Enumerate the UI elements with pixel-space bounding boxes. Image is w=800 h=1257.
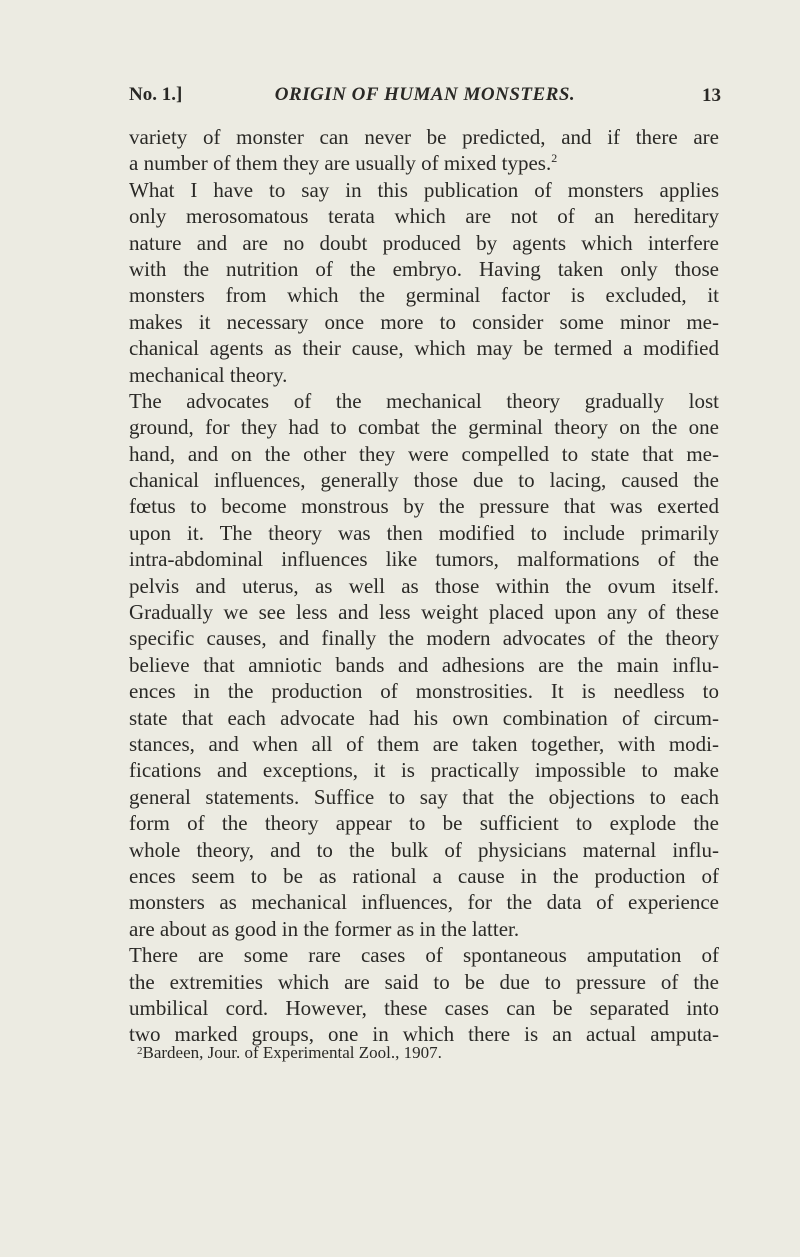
text-line: [129, 599, 719, 625]
text-line: [129, 810, 719, 836]
running-header: [129, 82, 721, 108]
line-text: intra-abdominal influences like tumors, malformations of the: [129, 547, 719, 572]
text-line: [129, 414, 719, 440]
text-line: [129, 969, 719, 995]
text-line: [129, 546, 719, 572]
text-line: [129, 230, 719, 256]
text-line: [129, 678, 719, 704]
text-line: [129, 731, 719, 757]
footnote-mark: 2: [137, 1045, 143, 1057]
line-text: makes it necessary once more to consider some minor me-: [129, 309, 719, 334]
text-line: [129, 995, 719, 1021]
line-text: only merosomatous terata which are not of an hereditary: [129, 204, 719, 229]
line-text: with the nutrition of the embryo. Having taken only those: [129, 256, 719, 281]
text-line: [129, 705, 719, 731]
line-text: chanical agents as their cause, which may be termed a modified: [129, 336, 719, 361]
text-line: [129, 916, 719, 942]
line-text: umbilical cord. However, these cases can be separated into: [129, 995, 719, 1020]
line-text: form of the theory appear to be sufficient to explode the: [129, 811, 719, 836]
footnote: [137, 1040, 442, 1064]
line-text: ences in the production of monstrosities. It is needless to: [129, 679, 719, 704]
text-line: [129, 889, 719, 915]
text-line: [129, 124, 719, 150]
line-text: upon it. The theory was then modified to include primarily: [129, 520, 719, 545]
line-text: variety of monster can never be predicted, and if there are: [129, 125, 719, 149]
text-line: [129, 388, 719, 414]
line-text: stances, and when all of them are taken together, with modi-: [129, 731, 719, 756]
footnote-text: Bardeen, Jour. of Experimental Zool., 1907.: [142, 1043, 442, 1062]
line-text: The advocates of the mechanical theory gradually lost: [129, 388, 719, 413]
line-text: monsters from which the germinal factor is excluded, it: [129, 283, 719, 308]
line-text: general statements. Suffice to say that the objections to each: [129, 784, 719, 809]
line-text: state that each advocate had his own combination of circum-: [129, 705, 719, 730]
issue-number: No. 1.]: [129, 84, 183, 105]
line-text: There are some rare cases of spontaneous amputation of: [129, 943, 719, 968]
line-text: ences seem to be as rational a cause in the production of: [129, 863, 719, 888]
text-line: [129, 441, 719, 467]
line-text: What I have to say in this publication of monsters applies: [129, 177, 719, 202]
text-line: [129, 573, 719, 599]
line-text: believe that amniotic bands and adhesions are the main influ-: [129, 652, 719, 677]
line-text: mechanical theory.: [129, 362, 288, 387]
line-text: are about as good in the former as in the latter.: [129, 916, 520, 941]
footnote-reference: 2: [551, 151, 558, 166]
line-text: whole theory, and to the bulk of physicians maternal influ-: [129, 837, 719, 862]
line-text: pelvis and uterus, as well as those within the ovum itself.: [129, 573, 719, 598]
text-line: [129, 309, 719, 335]
text-line: [129, 837, 719, 863]
text-line: [129, 652, 719, 678]
text-line: [129, 784, 719, 810]
line-text: chanical influences, generally those due to lacing, caused the: [129, 468, 719, 493]
line-text: monsters as mechanical influences, for the data of experience: [129, 890, 719, 915]
text-line: [129, 282, 719, 308]
page-number: 13: [702, 85, 721, 106]
line-text: a number of them they are usually of mixed types.: [129, 151, 552, 176]
line-text: hand, and on the other they were compelled to state that me-: [129, 441, 719, 466]
text-line: [129, 203, 719, 229]
line-text: two marked groups, one in which there is an actual amputa-: [129, 1022, 719, 1047]
text-line: [129, 362, 719, 388]
running-title: ORIGIN OF HUMAN MONSTERS.: [274, 84, 576, 105]
text-line: [129, 335, 719, 361]
line-text: Gradually we see less and less weight placed upon any of these: [129, 600, 719, 625]
text-line: [129, 942, 719, 968]
text-line: [129, 863, 719, 889]
text-line: [129, 493, 719, 519]
line-text: nature and are no doubt produced by agents which interfere: [129, 230, 719, 255]
line-text: specific causes, and finally the modern advocates of the theory: [129, 626, 719, 651]
line-text: ground, for they had to combat the germinal theory on the one: [129, 415, 719, 440]
line-text: the extremities which are said to be due to pressure of the: [129, 969, 719, 994]
body-text: [129, 124, 719, 1048]
text-line: [129, 150, 719, 176]
text-line: [129, 467, 719, 493]
text-line: [129, 256, 719, 282]
line-text: fœtus to become monstrous by the pressure that was exerted: [129, 494, 719, 519]
text-line: [129, 625, 719, 651]
text-line: [129, 177, 719, 203]
text-line: [129, 757, 719, 783]
line-text: fications and exceptions, it is practically impossible to make: [129, 758, 719, 783]
text-line: [129, 520, 719, 546]
